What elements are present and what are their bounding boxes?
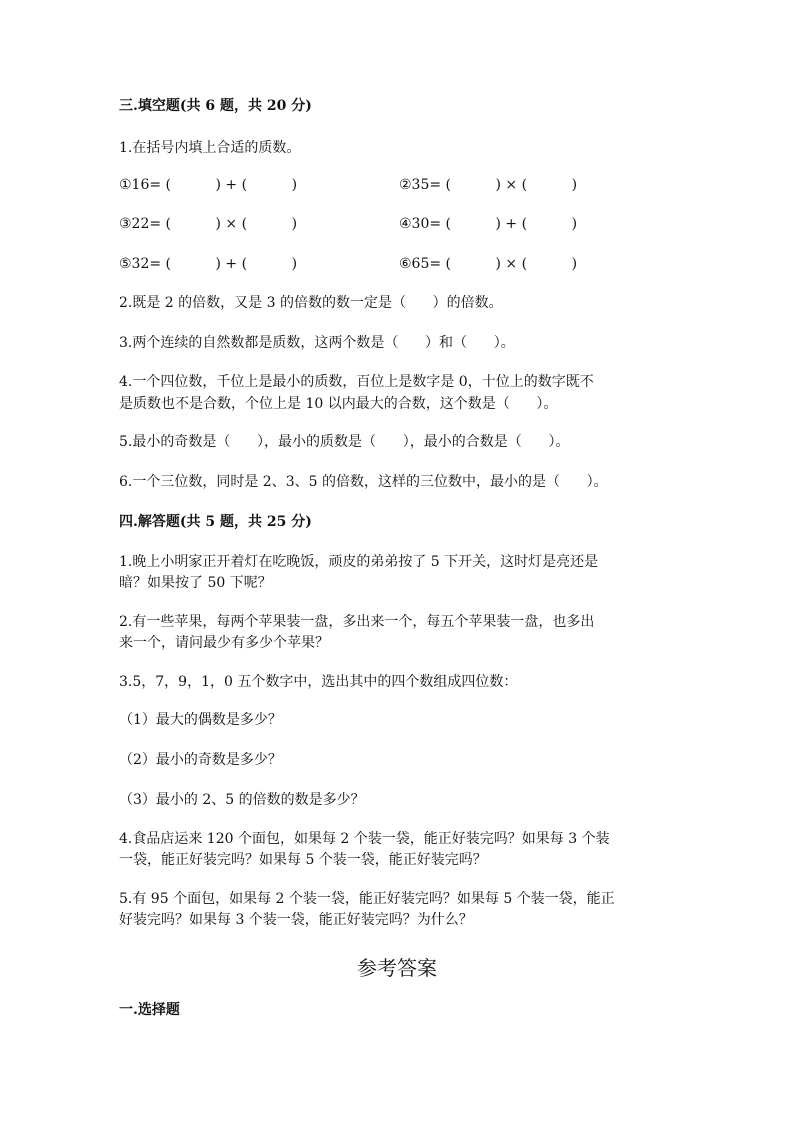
s3-q2: 2.既是 2 的倍数，又是 3 的倍数的数一定是（ ）的倍数。 xyxy=(119,295,503,311)
s3-q1-item-4: ④30= ( ) + ( ) xyxy=(399,216,578,232)
s3-q6: 6.一个三位数，同时是 2、3、5 的倍数，这样的三位数中，最小的是（ ）。 xyxy=(119,474,608,490)
s3-q1-item-2: ②35= ( ) × ( ) xyxy=(399,177,578,193)
s3-q1-item-6: ⑥65= ( ) × ( ) xyxy=(399,256,578,272)
s3-q1-item-1: ①16= ( ) + ( ) xyxy=(119,177,298,193)
answers-section1-title: 一.选择题 xyxy=(119,1002,180,1018)
s3-q5: 5.最小的奇数是（ ），最小的质数是（ ），最小的合数是（ ）。 xyxy=(119,434,570,450)
s4-q2-line2: 来一个，请问最少有多少个苹果？ xyxy=(119,635,329,651)
s4-q5-line2: 好装完吗？如果每 3 个装一袋，能正好装完吗？为什么？ xyxy=(119,912,473,928)
answers-title: 参考答案 xyxy=(357,956,437,980)
s4-q3-sub-3: （3）最小的 2、5 的倍数的数是多少？ xyxy=(119,792,365,808)
s3-q3: 3.两个连续的自然数都是质数，这两个数是（ ）和（ ）。 xyxy=(119,335,515,351)
s4-q2-line1: 2.有一些苹果，每两个苹果装一盘，多出来一个，每五个苹果装一盘，也多出 xyxy=(119,614,595,630)
s4-q5-line1: 5.有 95 个面包，如果每 2 个装一袋，能正好装完吗？如果每 5 个装一袋，能正 xyxy=(119,891,615,907)
section3-title: 三.填空题(共 6 题，共 20 分) xyxy=(119,98,312,114)
s4-q3-sub-1: （1）最大的偶数是多少？ xyxy=(119,712,282,728)
s3-q4-line2: 是质数也不是合数，个位上是 10 以内最大的合数，这个数是（ ）。 xyxy=(119,396,558,412)
s4-q3-text: 3.5，7，9，1，0 五个数字中，选出其中的四个数组成四位数： xyxy=(119,674,518,690)
s3-q1-item-5: ⑤32= ( ) + ( ) xyxy=(119,256,298,272)
s3-q1-text: 1.在括号内填上合适的质数。 xyxy=(119,140,301,156)
s4-q1-line1: 1.晚上小明家正开着灯在吃晚饭，顽皮的弟弟按了 5 下开关，这时灯是亮还是 xyxy=(119,554,599,570)
s4-q4-line1: 4.食品店运来 120 个面包，如果每 2 个装一袋，能正好装完吗？如果每 3 个装 xyxy=(119,831,610,847)
s3-q1-item-3: ③22= ( ) × ( ) xyxy=(119,216,298,232)
s3-q4-line1: 4.一个四位数，千位上是最小的质数，百位上是数字是 0，十位上的数字既不 xyxy=(119,374,594,390)
s4-q1-line2: 暗？如果按了 50 下呢？ xyxy=(119,575,272,591)
s4-q3-sub-2: （2）最小的奇数是多少？ xyxy=(119,752,282,768)
section4-title: 四.解答题(共 5 题，共 25 分) xyxy=(119,514,312,530)
s4-q4-line2: 一袋，能正好装完吗？如果每 5 个装一袋，能正好装完吗？ xyxy=(119,852,487,868)
